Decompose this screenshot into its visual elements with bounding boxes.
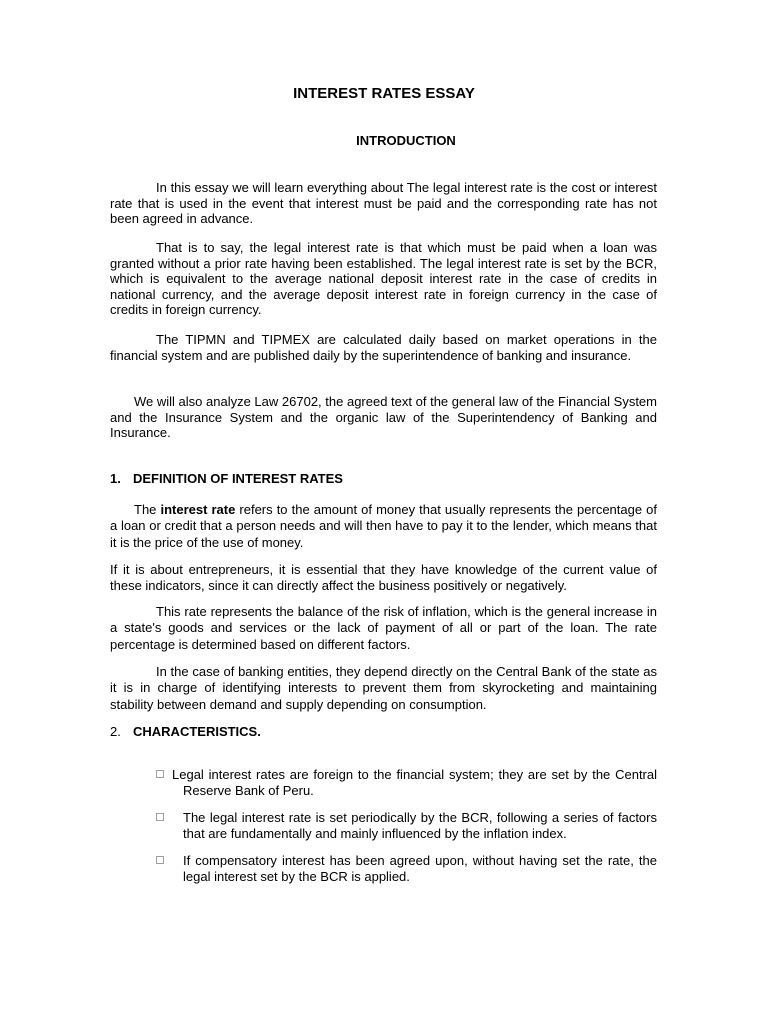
intro-paragraph-2: That is to say, the legal interest rate is that which must be paid when a loan was granted without a prior rate having been established. The legal interest rate is set by the BCR, which is equivalent to the average national deposit interest rate in the case of credits in national currency, and the average deposit interest rate in foreign currency in the case of credits in foreign currency. (110, 240, 657, 318)
section-1-paragraph-1 (110, 502, 657, 551)
section-1-paragraph-3: This rate represents the balance of the risk of inflation, which is the general increase in a state's goods and services or the lack of payment of all or part of the loan. The rate percentage is determined based on different factors. (110, 604, 657, 652)
characteristic-item-1 (172, 767, 657, 798)
bullet-square-icon (156, 856, 164, 864)
characteristic-item-2 (183, 810, 657, 841)
interest-rate-term: interest rate (160, 502, 236, 517)
section-1-p1-rest: refers to the amount of money that usually represents the percentage of a loan or credit that a person needs and will then have to pay it to the lender, which means that it is the price of the use of money. (110, 502, 657, 550)
section-2-heading (110, 724, 261, 740)
intro-paragraph-3: The TIPMN and TIPMEX are calculated daily based on market operations in the financial system and are published daily by the superintendence of banking and insurance. (110, 332, 657, 363)
section-2-number: 2. (110, 724, 121, 739)
section-2-title: CHARACTERISTICS. (133, 724, 261, 739)
introduction-heading: INTRODUCTION (356, 133, 456, 148)
bullet-square-icon (156, 813, 164, 821)
section-1-heading (110, 471, 343, 487)
intro-paragraph-1: In this essay we will learn everything about The legal interest rate is the cost or interest rate that is used in the event that interest must be paid and the corresponding rate has not been agreed in advance. (110, 180, 657, 227)
section-1-paragraph-4: In the case of banking entities, they depend directly on the Central Bank of the state as it is in charge of identifying interests to prevent them from skyrocketing and maintaining stability between demand and supply depending on consumption. (110, 664, 657, 712)
section-1-p1-lead: The (134, 502, 161, 517)
intro-paragraph-4: We will also analyze Law 26702, the agreed text of the general law of the Financial System and the Insurance System and the organic law of the Superintendency of Banking and Insurance. (110, 394, 657, 441)
characteristic-item-3 (183, 853, 657, 884)
section-1-number: 1. (110, 471, 121, 486)
characteristic-text-3: If compensatory interest has been agreed upon, without having set the rate, the legal interest set by the BCR is applied. (183, 853, 657, 884)
section-1-paragraph-2: If it is about entrepreneurs, it is essential that they have knowledge of the current value of these indicators, since it can directly affect the business positively or negatively. (110, 562, 657, 594)
characteristic-text-2: The legal interest rate is set periodically by the BCR, following a series of factors that are fundamentally and mainly influenced by the inflation index. (183, 810, 657, 841)
characteristic-text-1: Legal interest rates are foreign to the financial system; they are set by the Central Reserve Bank of Peru. (172, 767, 657, 798)
document-title: INTEREST RATES ESSAY (293, 85, 475, 102)
bullet-square-icon (156, 770, 164, 778)
section-1-title: DEFINITION OF INTEREST RATES (133, 471, 343, 486)
